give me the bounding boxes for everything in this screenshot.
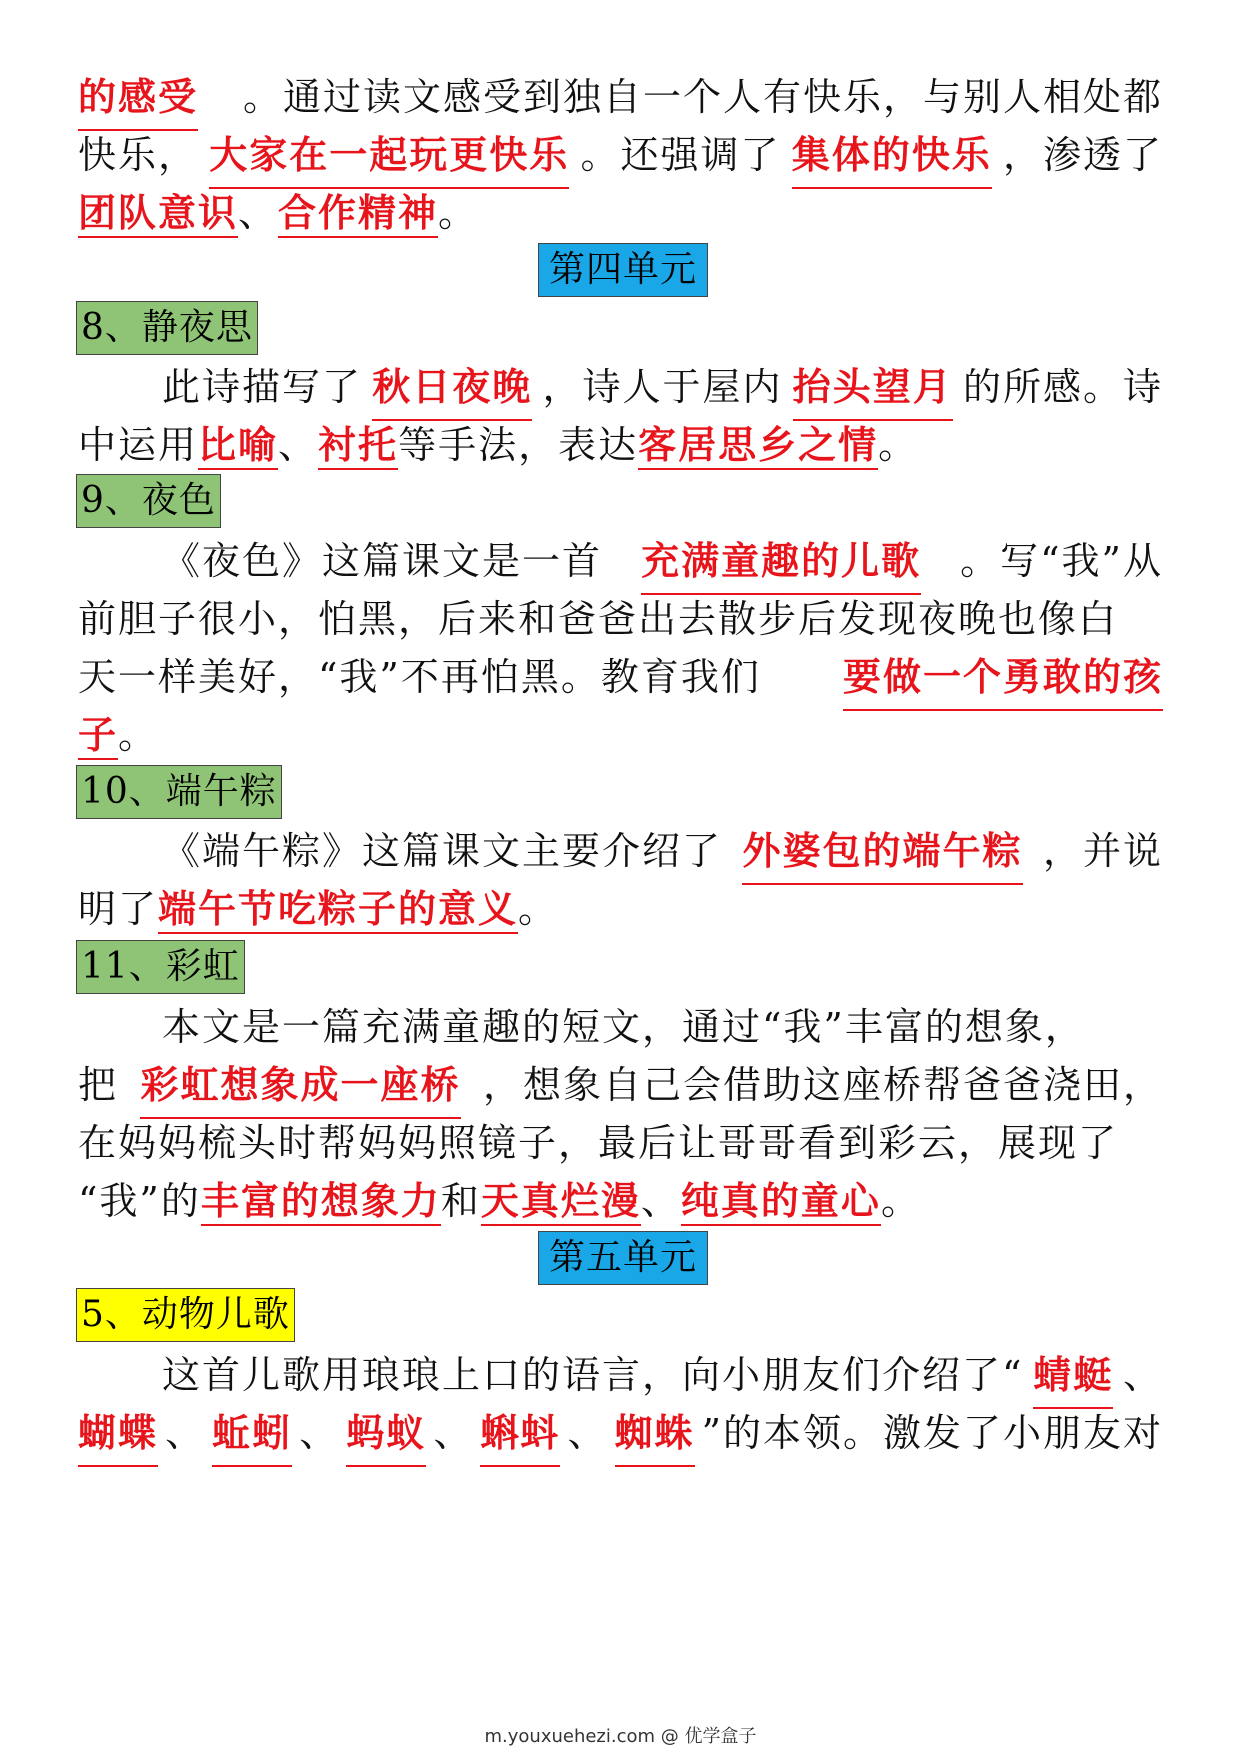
body-text: 天一样美好，“我”不再怕黑。教育我们 bbox=[78, 655, 761, 699]
body-text: ，想象自己会借助这座桥帮爸爸浇田， bbox=[482, 1063, 1163, 1107]
body-text: 。 bbox=[438, 191, 479, 235]
s10-line-1 bbox=[78, 820, 1163, 885]
highlight-term: 充满童趣的儿歌 bbox=[641, 530, 921, 595]
body-text: ，并说 bbox=[1042, 829, 1163, 873]
highlight-term: 子 bbox=[78, 712, 118, 760]
unit-heading-4: 第四单元 bbox=[538, 243, 708, 297]
body-text: 的所感。诗 bbox=[962, 365, 1163, 409]
section-heading-11: 11、彩虹 bbox=[76, 940, 245, 994]
highlight-term: 的感受 bbox=[78, 66, 198, 131]
highlight-term: 纯真的童心 bbox=[681, 1178, 881, 1226]
highlight-term: 要做一个勇敢的孩 bbox=[843, 646, 1163, 711]
s11-line-4 bbox=[78, 1170, 1163, 1232]
intro-line-1 bbox=[78, 66, 1163, 131]
body-text: 、 bbox=[238, 191, 279, 235]
body-text: ，诗人于屋内 bbox=[542, 365, 783, 409]
body-text: 、 bbox=[165, 1411, 206, 1455]
highlight-term: 蚯蚓 bbox=[212, 1402, 292, 1467]
body-text: 此诗描写了 bbox=[162, 365, 363, 409]
highlight-term: 秋日夜晚 bbox=[372, 356, 532, 421]
highlight-term: 蜘蛛 bbox=[615, 1402, 695, 1467]
body-text: “我”的 bbox=[78, 1179, 201, 1223]
body-text: 、 bbox=[567, 1411, 608, 1455]
highlight-term: 集体的快乐 bbox=[792, 124, 992, 189]
unit-heading-5: 第五单元 bbox=[538, 1231, 708, 1285]
body-text: 。写“我”从 bbox=[960, 539, 1163, 583]
body-text: 。 bbox=[118, 713, 159, 757]
highlight-term: 丰富的想象力 bbox=[201, 1178, 441, 1226]
section-heading-9: 9、夜色 bbox=[76, 474, 221, 528]
section-heading-8: 8、静夜思 bbox=[76, 301, 258, 355]
body-text: ”的本领。激发了小朋友对 bbox=[701, 1411, 1163, 1455]
s11-line-1: 本文是一篇充满童趣的短文，通过“我”丰富的想象， bbox=[162, 1005, 1085, 1049]
s5-line-2 bbox=[78, 1402, 1163, 1467]
highlight-term: 端午节吃粽子的意义 bbox=[158, 886, 518, 934]
highlight-term: 比喻 bbox=[198, 422, 278, 470]
highlight-term: 蚂蚁 bbox=[346, 1402, 426, 1467]
body-text: 这首儿歌用琅琅上口的语言，向小朋友们介绍了“ bbox=[162, 1353, 1024, 1397]
s8-line-2 bbox=[78, 414, 1163, 476]
body-text: 等手法，表达 bbox=[398, 423, 639, 467]
highlight-term: 蜻蜓 bbox=[1033, 1344, 1113, 1409]
intro-line-3 bbox=[78, 182, 1163, 244]
s9-line-2: 前胆子很小，怕黑，后来和爸爸出去散步后发现夜晚也像白 bbox=[78, 597, 1119, 641]
highlight-term: 衬托 bbox=[318, 422, 398, 470]
body-text: ，渗透了 bbox=[1002, 133, 1163, 177]
s11-line-3: 在妈妈梳头时帮妈妈照镜子，最后让哥哥看到彩云，展现了 bbox=[78, 1121, 1119, 1165]
highlight-term: 抬头望月 bbox=[793, 356, 953, 421]
body-text: 、 bbox=[640, 1179, 681, 1223]
body-text: 中运用 bbox=[78, 423, 199, 467]
body-text: 。通过读文感受到独自一个人有快乐，与别人相处都 bbox=[242, 75, 1163, 119]
highlight-term: 外婆包的端午粽 bbox=[742, 820, 1022, 885]
s8-line-1 bbox=[78, 356, 1163, 421]
highlight-term: 合作精神 bbox=[278, 190, 438, 238]
body-text: 把 bbox=[78, 1063, 119, 1107]
intro-line-2 bbox=[78, 124, 1163, 189]
body-text: 。 bbox=[878, 423, 919, 467]
section-heading-5: 5、动物儿歌 bbox=[76, 1288, 295, 1342]
body-text: 明了 bbox=[78, 887, 159, 931]
body-text: 、 bbox=[299, 1411, 340, 1455]
body-text: 《夜色》这篇课文是一首 bbox=[162, 539, 603, 583]
body-text: 。还强调了 bbox=[580, 133, 781, 177]
s9-line-3 bbox=[78, 646, 1163, 711]
s9-line-1 bbox=[78, 530, 1163, 595]
s9-line-4 bbox=[78, 704, 1163, 766]
body-text: 和 bbox=[440, 1179, 481, 1223]
s11-line-2 bbox=[78, 1054, 1163, 1119]
body-text: 快乐， bbox=[78, 133, 199, 177]
s10-line-2 bbox=[78, 878, 1163, 940]
body-text: 、 bbox=[1122, 1353, 1163, 1397]
body-text: 。 bbox=[880, 1179, 921, 1223]
footer-watermark: m.youxuehezi.com @ 优学盒子 bbox=[484, 1726, 757, 1747]
body-text: 、 bbox=[433, 1411, 474, 1455]
highlight-term: 蝴蝶 bbox=[78, 1402, 158, 1467]
section-heading-10: 10、端午粽 bbox=[76, 765, 282, 819]
s5-line-1 bbox=[78, 1344, 1163, 1409]
highlight-term: 彩虹想象成一座桥 bbox=[140, 1054, 460, 1119]
body-text: 。 bbox=[518, 887, 559, 931]
highlight-term: 天真烂漫 bbox=[481, 1178, 641, 1226]
body-text: 《端午粽》这篇课文主要介绍了 bbox=[162, 829, 723, 873]
highlight-term: 大家在一起玩更快乐 bbox=[209, 124, 569, 189]
body-text: 、 bbox=[278, 423, 319, 467]
highlight-term: 蝌蚪 bbox=[480, 1402, 560, 1467]
highlight-term: 团队意识 bbox=[78, 190, 238, 238]
highlight-term: 客居思乡之情 bbox=[638, 422, 878, 470]
